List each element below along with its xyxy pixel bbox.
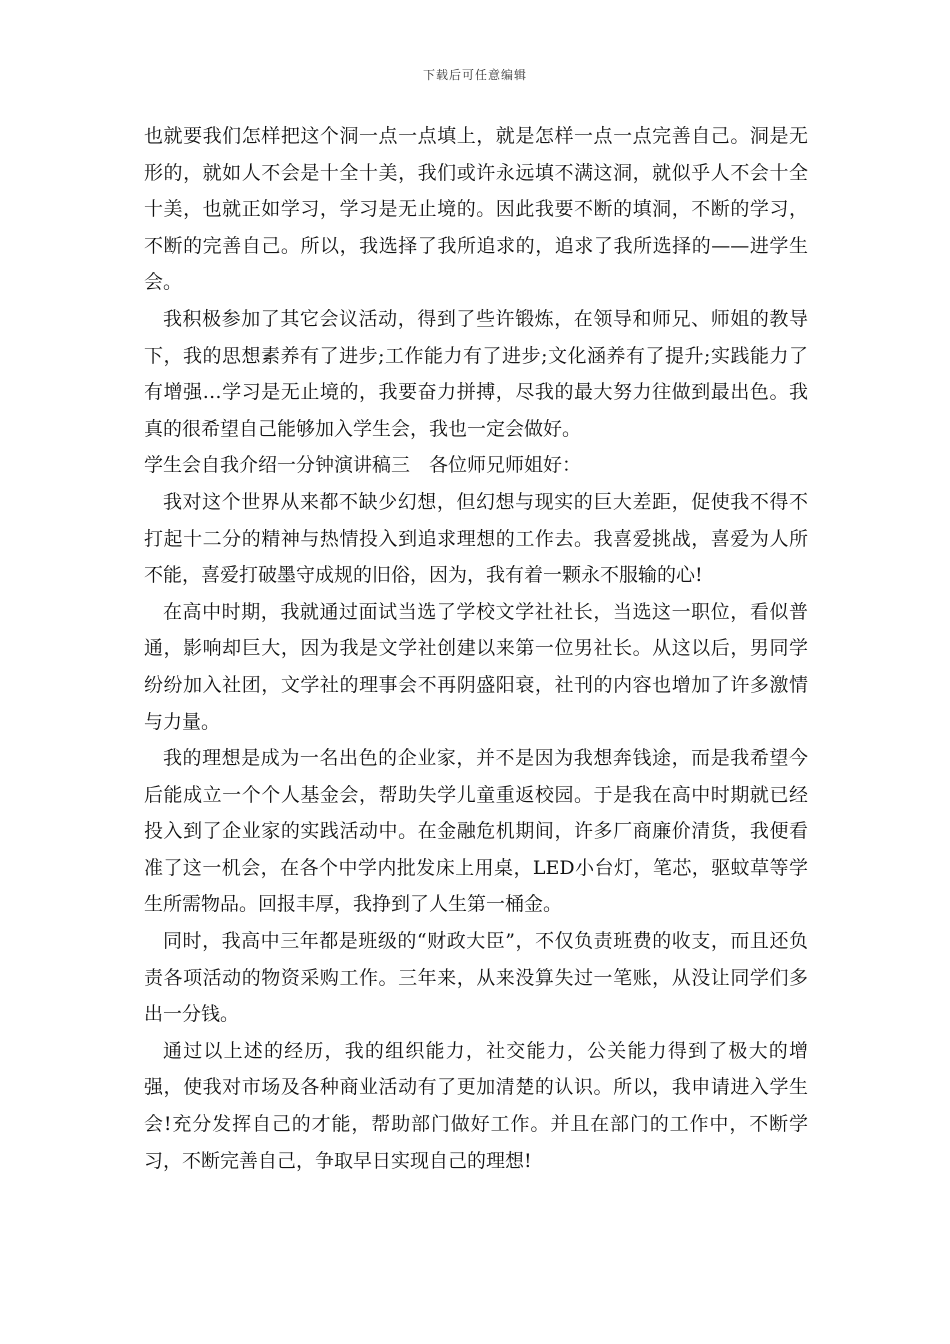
paragraph-7: 通过以上述的经历，我的组织能力，社交能力，公关能力得到了极大的增强，使我对市场及各种商业活动有了更加清楚的认识。所以，我申请进入学生会!充分发挥自己的才能，帮助部门做好工作。并且在部门的工作中，不断学习，不断完善自己，争取早日实现自己的理想! — [144, 1039, 808, 1172]
paragraph-5: 我的理想是成为一名出色的企业家，并不是因为我想奔钱途，而是我希望今后能成立一个个人基金会，帮助失学儿童重返校园。于是我在高中时期就已经投入到了企业家的实践活动中。在金融危机期间，许多厂商廉价清货，我便看准了这一机会，在各个中学内批发床上用桌，LED小台灯，笔芯，驱蚊草等学生所需物品。回报丰厚，我挣到了人生第一桶金。 — [144, 747, 808, 916]
section-heading: 学生会自我介绍一分钟演讲稿三 各位师兄师姐好： — [144, 454, 582, 477]
paragraph-6: 同时，我高中三年都是班级的“财政大臣”，不仅负责班费的收支，而且还负责各项活动的物资采购工作。三年来，从来没算失过一笔账，从没让同学们多出一分钱。 — [144, 930, 808, 1026]
paragraph-2: 我积极参加了其它会议活动，得到了些许锻炼，在领导和师兄、师姐的教导下，我的思想素养有了进步;工作能力有了进步;文化涵养有了提升;实践能力了有增强…学习是无止境的，我要奋力拼搏，尽我的最大努力往做到最出色。我真的很希望自己能够加入学生会，我也一定会做好。 — [144, 307, 808, 440]
document-body — [144, 118, 808, 1179]
paragraph-1: 也就要我们怎样把这个洞一点一点填上，就是怎样一点一点完善自己。洞是无形的，就如人不会是十全十美，我们或许永远填不满这洞，就似乎人不会十全十美，也就正如学习，学习是无止境的。因此我要不断的填洞，不断的学习，不断的完善自己。所以，我选择了我所追求的，追求了我所选择的——进学生会。 — [144, 125, 808, 294]
header-note: 下载后可任意编辑 — [422, 68, 527, 82]
paragraph-3: 我对这个世界从来都不缺少幻想，但幻想与现实的巨大差距，促使我不得不打起十二分的精神与热情投入到追求理想的工作去。我喜爱挑战，喜爱为人所不能，喜爱打破墨守成规的旧俗，因为，我有着一颗永不服输的心! — [144, 490, 808, 587]
paragraph-4: 在高中时期，我就通过面试当选了学校文学社社长，当选这一职位，看似普通，影响却巨大，因为我是文学社创建以来第一位男社长。从这以后，男同学纷纷加入社团，文学社的理事会不再阴盛阳衰，社刊的内容也增加了许多激情与力量。 — [144, 600, 808, 733]
